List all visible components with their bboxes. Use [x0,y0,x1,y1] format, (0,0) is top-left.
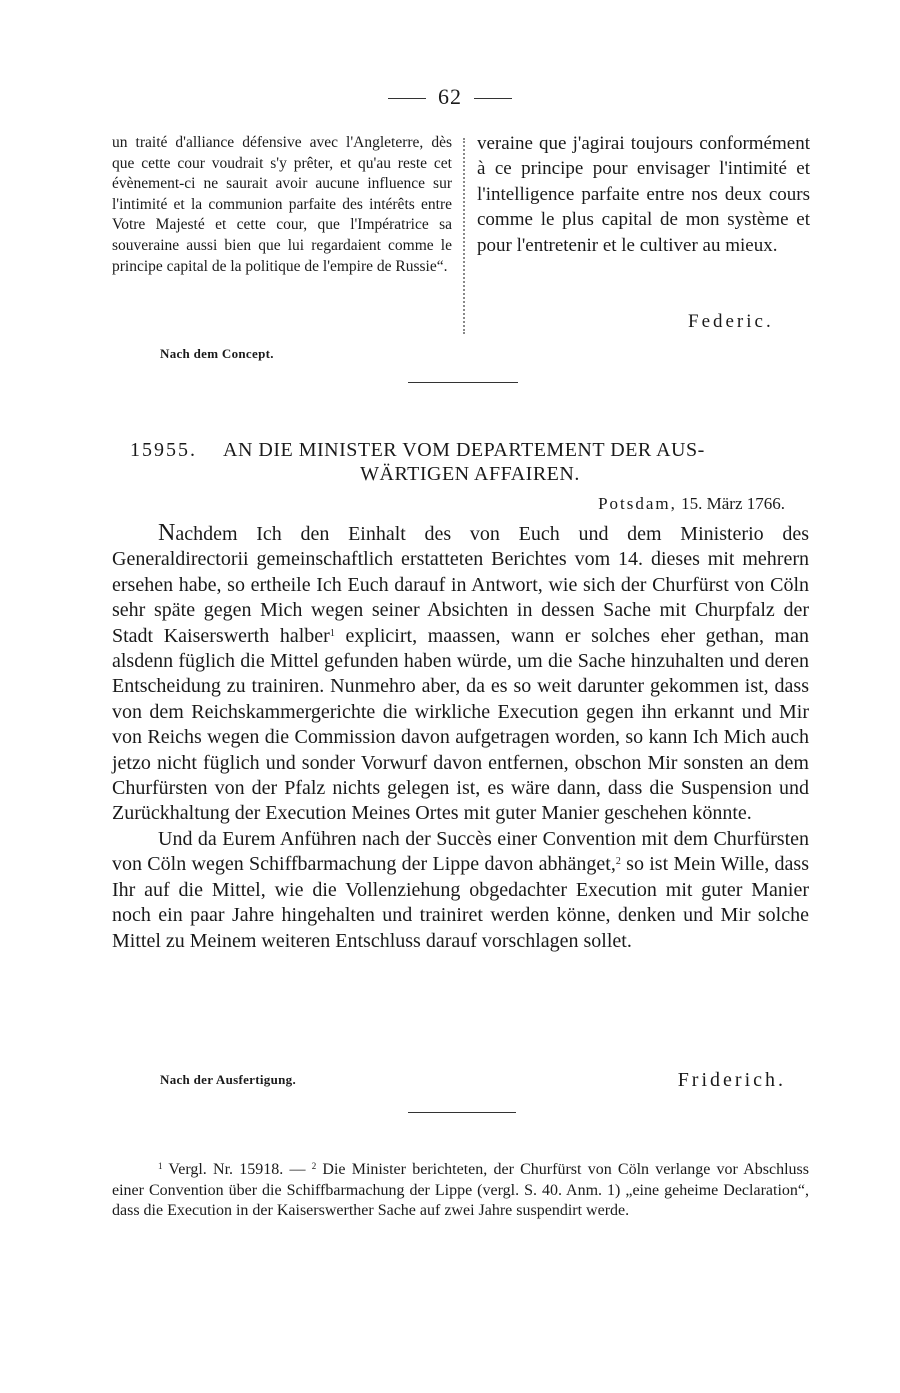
source-note-ausfertigung: Nach der Ausfertigung. [160,1072,297,1087]
document-number: 15955. [130,439,197,461]
document-title-line2: WÄRTIGEN AFFAIREN. [360,463,580,485]
footnote-ref-1: 1 [329,627,335,639]
paragraph-1-part1: achdem Ich den Einhalt des von Euch und dem Ministerio des Generaldirectorii gemeinschaftlich erstatteten Berichtes vom 14. dieses mit mehrern ersehen habe, so ertheile Ich Euch darauf in Antwort, wie sich der Churfürst von Cöln sehr späte gegen Mich wegen seiner Absichten in dessen Sache mit Churpfalz der Stadt Kaiserswerth halber [112,523,809,647]
header-dash-left [388,98,426,99]
column-divider [463,138,465,334]
place: Potsdam, [598,494,677,513]
footnote-ref-2: 2 [615,856,621,868]
right-column [477,131,810,258]
source-note-concept: Nach dem Concept. [160,346,274,361]
place-date [598,494,785,514]
footnote-separator-rule [408,1112,516,1113]
left-column [112,133,452,277]
paragraph-1-part2: explicirt, maassen, wann er solches eher gethan, man alsdenn füglich die Mittel gefunden haben würde, um die Sache hinzuhalten und deren Entscheidung zu trainiren. Nunmehro aber, da es so weit darunter gekommen ist, dass von dem Reichskammergerichte die wirkliche Execution gegen ihn erkannt und Mir von Reichs wegen die Commission davon aufgetragen worden, so kann Ich Mich auch jetzo nicht füglich und sonder Vorwurf davon entfernen, obschon Mir sonsten an dem Churfürsten von der Pfalz nichts gelegen ist, es wäre dann, dass die Suspension und Zurückhaltung der Execution Meines Ortes mit guter Manier geschehen könnte. [112,624,809,825]
signature-friderich: Friderich. [677,1069,786,1091]
footnote-text-1: Vergl. Nr. 15918. — [162,1161,312,1178]
section-separator-rule [408,382,518,383]
footnotes [112,1160,809,1222]
left-column-text: un traité d'alliance défensive avec l'Angleterre, dès que cette cour voudrait s'y prêter, et qu'au reste cet évènement-ci ne saurait avoir aucune influence sur l'intimité et la communion parfaite des intérêts entre Votre Majesté et cette cour, que l'Impératrice sa souveraine aussi bien que lui regardaient comme le principe capital de la politique de l'empire de Russie“. [112,134,452,275]
footnote-mark-1: 1 [158,1161,163,1171]
paragraph-2-part2: so ist Mein Wille, dass Ihr auf die Mittel, wie die Vollenziehung obgedachter Execution mit guter Manier noch ein paar Jahre hingehalten und trainiret werden könne, denken und Mir solche Mittel zu Meinem weiteren Entschluss darauf vorschlagen sollet. [112,853,809,952]
page-number: 62 [438,84,462,109]
footnote-block [112,1160,809,1222]
initial-letter: N [158,520,176,546]
page-header [0,84,900,110]
paragraph-1 [112,521,809,827]
header-dash-right [474,98,512,99]
footnote-mark-2: 2 [311,1161,317,1171]
footnote-text-2: Die Minister berichteten, der Churfürst von Cöln verlange vor Abschluss einer Convention über die Schiffbarmachung der Lippe (vergl. S. 40. Anm. 1) „eine geheime Declaration“, dass die Execution in der Kaiserswerther Sache auf zwei Jahre suspendirt werde. [112,1161,810,1220]
right-column-text: veraine que j'agirai toujours conformément à ce principe pour envisager l'intimité et l'intelligence parfaite entre nos deux cours comme le plus capital de mon système et pour l'entretenir et le cultiver au mieux. [477,133,810,256]
date: 15. März 1766. [681,494,785,513]
letter-body [112,521,809,954]
document-title-line1: AN DIE MINISTER VOM DEPARTEMENT DER AUS- [223,439,705,461]
paragraph-2 [112,827,809,954]
signature-federic: Federic. [688,311,774,332]
paragraph-2-part1: Und da Eurem Anführen nach der Succès einer Convention mit dem Churfürsten von Cöln wegen Schiffbarmachung der Lippe davon abhänget, [112,827,809,876]
